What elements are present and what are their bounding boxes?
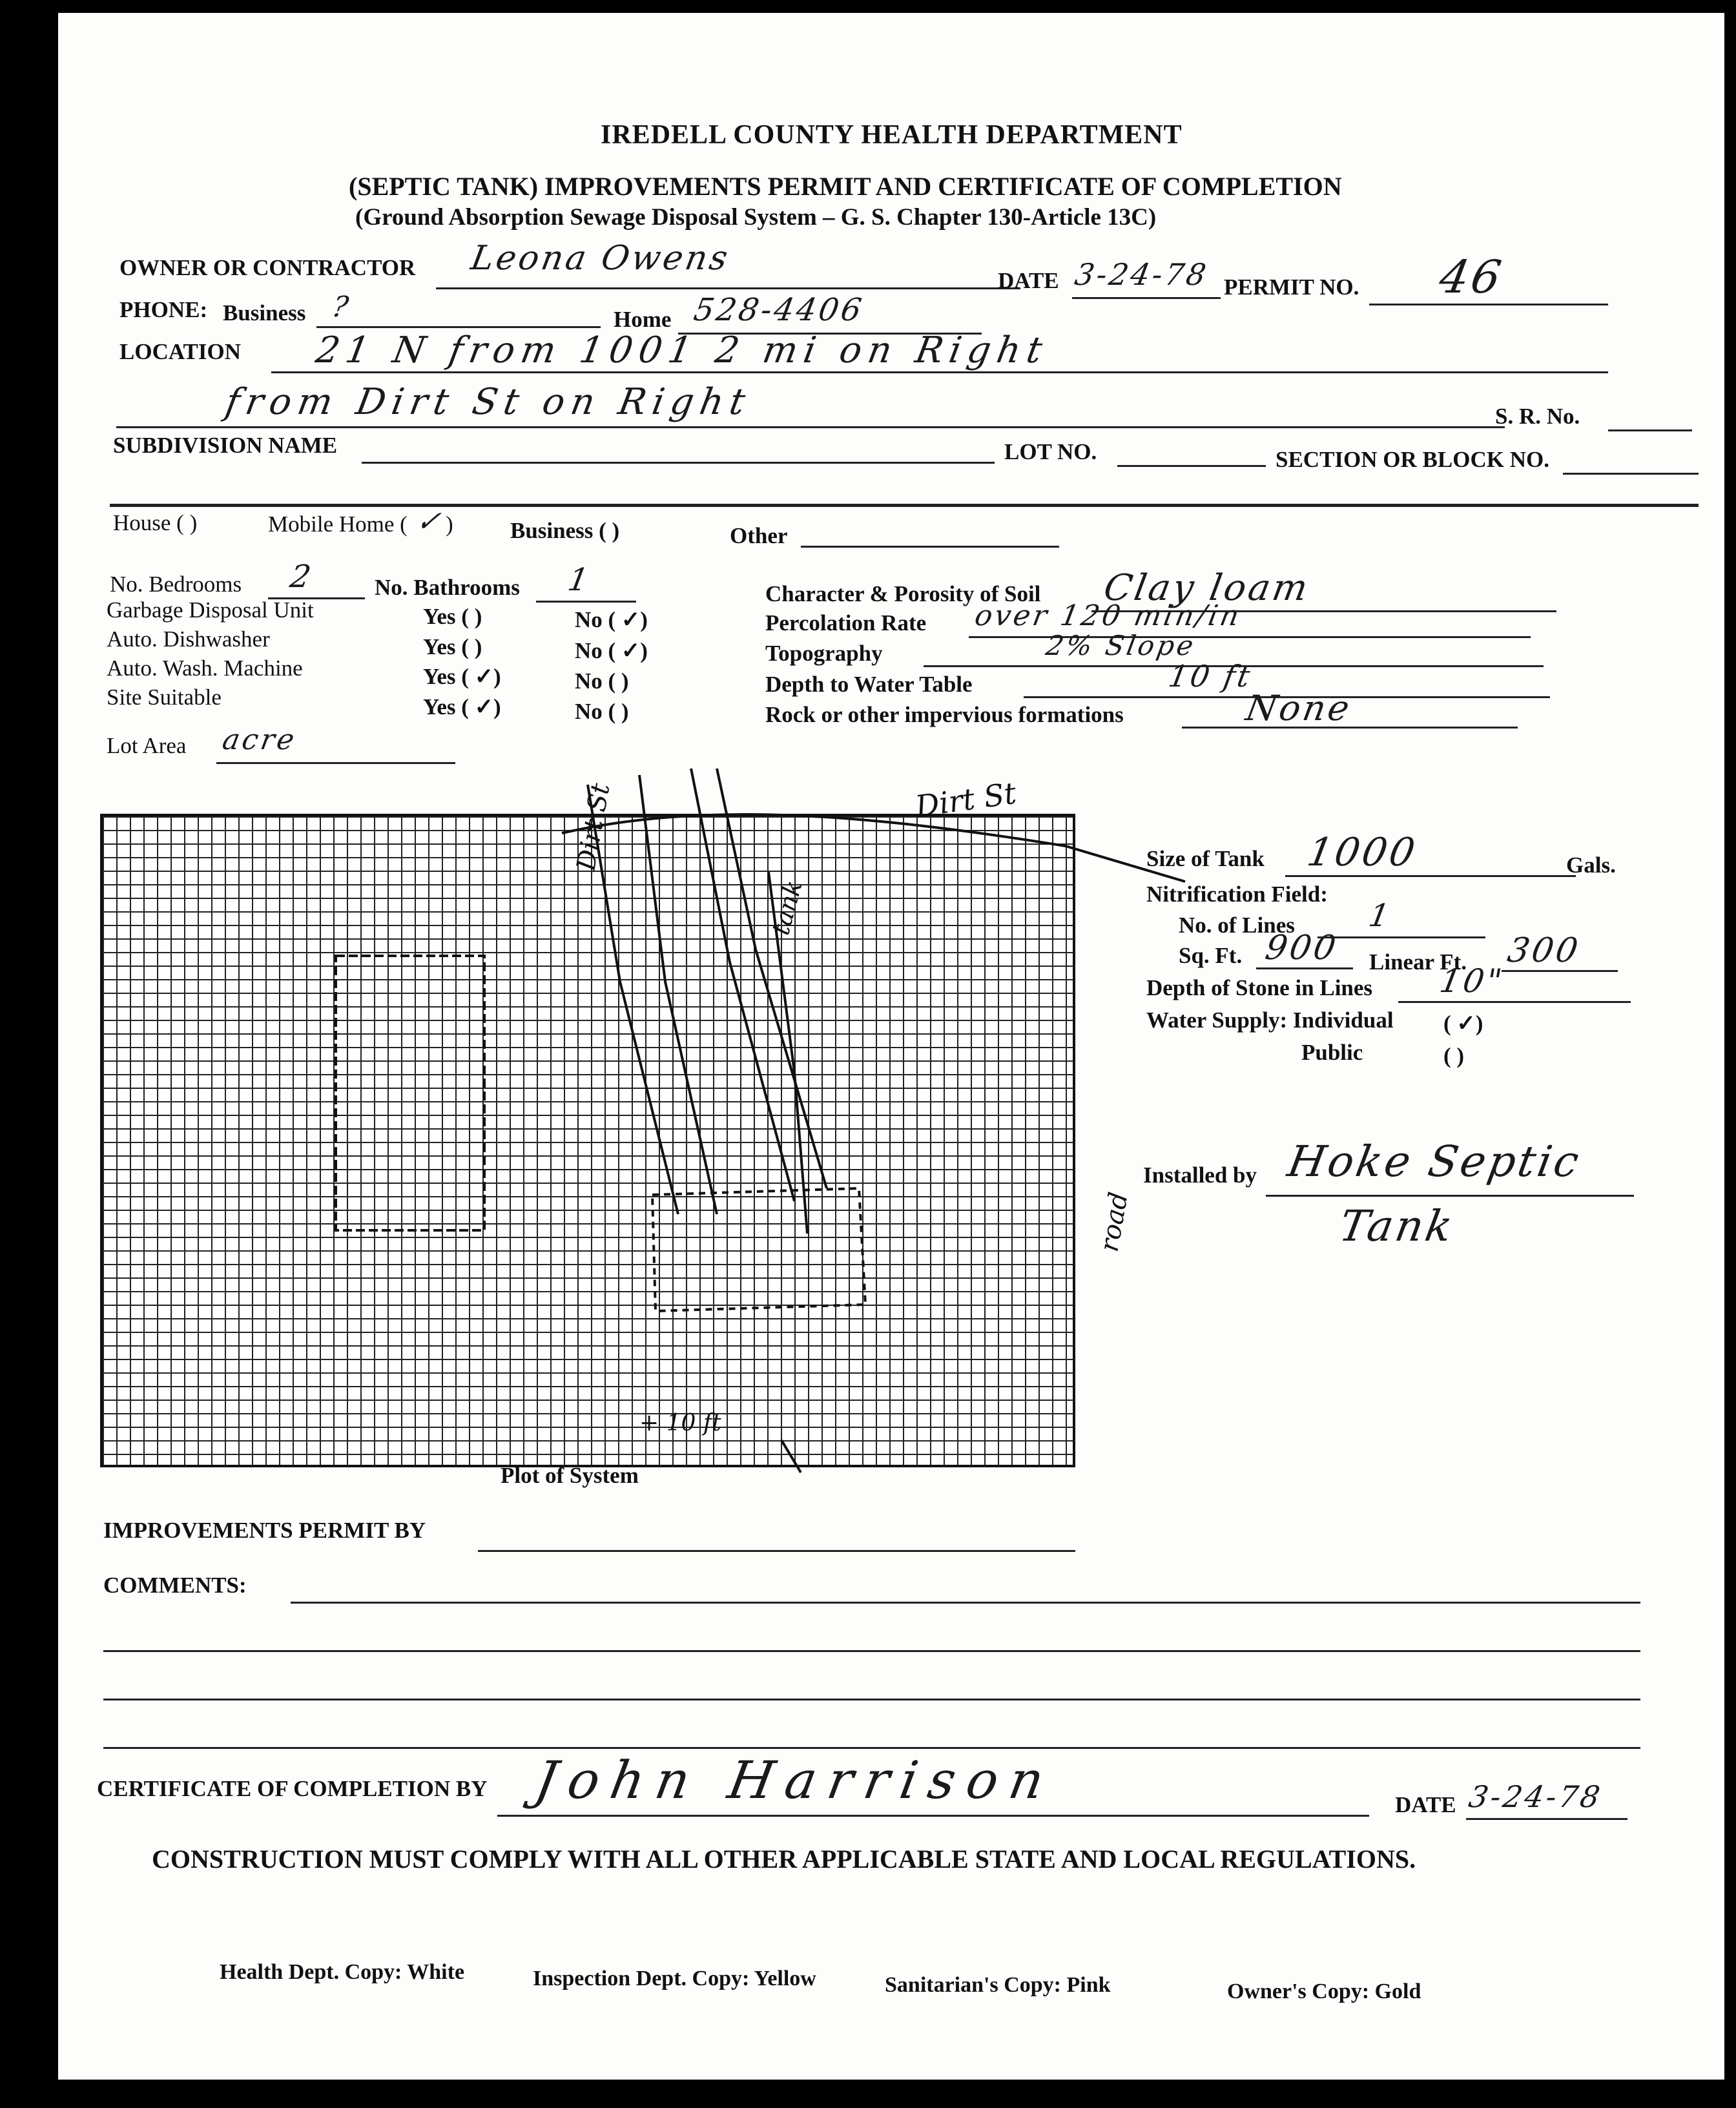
percolation-value: over 120 min/in bbox=[972, 599, 1245, 632]
site-suitable-yes: Yes ( ✓) bbox=[423, 694, 501, 719]
bedrooms-value: 2 bbox=[287, 559, 316, 595]
regulations-notice: CONSTRUCTION MUST COMPLY WITH ALL OTHER APPLICABLE STATE AND LOCAL REGULATIONS. bbox=[152, 1844, 1416, 1874]
owner-value: Leona Owens bbox=[468, 239, 734, 278]
plot-note-left: Dirt St bbox=[571, 781, 616, 873]
public-label: Public bbox=[1301, 1040, 1363, 1065]
installed-by-value-2: Tank bbox=[1336, 1201, 1459, 1251]
lot-area-label: Lot Area bbox=[107, 733, 187, 758]
wash-machine-no: No ( ) bbox=[575, 668, 629, 694]
home-phone-value: 528-4406 bbox=[691, 292, 867, 328]
gals-label: Gals. bbox=[1566, 852, 1616, 878]
subdivision-label: SUBDIVISION NAME bbox=[113, 433, 338, 458]
wash-machine-yes: Yes ( ✓) bbox=[423, 664, 501, 689]
improvements-permit-label: IMPROVEMENTS PERMIT BY bbox=[103, 1518, 426, 1543]
completion-date-label: DATE bbox=[1395, 1792, 1456, 1817]
linear-ft-value: 300 bbox=[1504, 931, 1584, 970]
garbage-no: No ( ✓) bbox=[575, 607, 648, 632]
certificate-signature: John Harrison bbox=[530, 1750, 1060, 1810]
soil-character-value: Clay loam bbox=[1100, 567, 1314, 609]
topography-label: Topography bbox=[765, 641, 883, 666]
soil-character-label: Character & Porosity of Soil bbox=[765, 581, 1041, 606]
lot-area-value: acre bbox=[220, 723, 300, 756]
water-table-value: 10 ft bbox=[1166, 659, 1256, 694]
installed-by-label: Installed by bbox=[1143, 1162, 1257, 1188]
copy-inspection-dept: Inspection Dept. Copy: Yellow bbox=[533, 1967, 816, 1990]
public-mark: ( ) bbox=[1443, 1043, 1465, 1068]
copy-health-dept: Health Dept. Copy: White bbox=[220, 1960, 465, 1984]
mobile-home-label: Mobile Home ( bbox=[268, 512, 408, 537]
linear-ft-label: Linear Ft. bbox=[1369, 949, 1467, 975]
plot-note-bottom: + 10 ft bbox=[639, 1410, 721, 1436]
form-subtitle: (Ground Absorption Sewage Disposal System – G. S. Chapter 130-Article 13C) bbox=[355, 204, 1157, 231]
sqft-value: 900 bbox=[1262, 929, 1341, 967]
tank-size-label: Size of Tank bbox=[1146, 846, 1265, 871]
rock-value: None bbox=[1243, 688, 1356, 728]
phone-label: PHONE: bbox=[119, 297, 208, 322]
business-phone-label: Business bbox=[223, 300, 306, 326]
comments-label: COMMENTS: bbox=[103, 1573, 247, 1598]
percolation-label: Percolation Rate bbox=[765, 610, 927, 636]
plot-note-mid: tank bbox=[766, 877, 808, 938]
completion-date-value: 3-24-78 bbox=[1466, 1779, 1606, 1814]
bedrooms-label: No. Bedrooms bbox=[110, 572, 242, 597]
tank-size-value: 1000 bbox=[1303, 830, 1421, 875]
section-block-label: SECTION OR BLOCK NO. bbox=[1276, 447, 1549, 472]
plot-note-right: road bbox=[1094, 1190, 1134, 1254]
water-supply-label: Water Supply: Individual bbox=[1146, 1008, 1394, 1033]
sr-no-label: S. R. No. bbox=[1495, 404, 1580, 429]
business-option: Business ( ) bbox=[510, 518, 620, 543]
other-option: Other bbox=[730, 523, 788, 548]
plot-road-label: Dirt St bbox=[913, 775, 1018, 824]
home-phone-label: Home bbox=[614, 307, 672, 332]
site-suitable-no: No ( ) bbox=[575, 699, 629, 724]
rock-label: Rock or other impervious formations bbox=[765, 702, 1124, 727]
lines-value: 1 bbox=[1366, 898, 1395, 934]
owner-label: OWNER OR CONTRACTOR bbox=[119, 255, 416, 280]
dishwasher-label: Auto. Dishwasher bbox=[107, 626, 270, 652]
copy-sanitarian: Sanitarian's Copy: Pink bbox=[885, 1973, 1111, 1997]
business-phone-value: ? bbox=[329, 291, 354, 324]
nitrification-label: Nitrification Field: bbox=[1146, 882, 1328, 907]
permit-value: 46 bbox=[1435, 251, 1508, 304]
mobile-home-mark: ✓ bbox=[413, 505, 446, 538]
stone-depth-label: Depth of Stone in Lines bbox=[1146, 975, 1373, 1000]
bathrooms-value: 1 bbox=[565, 562, 594, 598]
individual-mark: ( ✓) bbox=[1443, 1011, 1483, 1036]
dishwasher-no: No ( ✓) bbox=[575, 638, 648, 663]
installed-by-value-1: Hoke Septic bbox=[1284, 1137, 1586, 1186]
wash-machine-label: Auto. Wash. Machine bbox=[107, 656, 303, 681]
lines-label: No. of Lines bbox=[1179, 913, 1295, 938]
certificate-label: CERTIFICATE OF COMPLETION BY bbox=[97, 1776, 488, 1801]
dishwasher-yes: Yes ( ) bbox=[423, 634, 482, 659]
house-option: House ( ) bbox=[113, 510, 198, 535]
site-suitable-label: Site Suitable bbox=[107, 685, 222, 710]
sqft-label: Sq. Ft. bbox=[1179, 943, 1243, 968]
plot-caption: Plot of System bbox=[501, 1463, 639, 1488]
bathrooms-label: No. Bathrooms bbox=[375, 575, 520, 600]
location-label: LOCATION bbox=[119, 339, 241, 364]
garbage-label: Garbage Disposal Unit bbox=[107, 597, 314, 623]
mobile-home-close: ) bbox=[446, 512, 453, 537]
lot-no-label: LOT NO. bbox=[1004, 439, 1097, 464]
location-line-2: from Dirt St on Right bbox=[222, 381, 755, 423]
date-value: 3-24-78 bbox=[1072, 257, 1212, 292]
permit-label: PERMIT NO. bbox=[1224, 274, 1359, 300]
garbage-yes: Yes ( ) bbox=[423, 604, 482, 629]
stone-depth-value: 10" bbox=[1436, 962, 1507, 1000]
permit-form bbox=[58, 13, 1724, 2080]
copy-owner: Owner's Copy: Gold bbox=[1227, 1979, 1421, 2003]
topography-value: 2% Slope bbox=[1043, 630, 1199, 661]
location-line-1: 21 N from 1001 2 mi on Right bbox=[313, 329, 1052, 371]
date-label: DATE bbox=[998, 268, 1059, 293]
form-title: (SEPTIC TANK) IMPROVEMENTS PERMIT AND CERTIFICATE OF COMPLETION bbox=[349, 172, 1342, 201]
water-table-label: Depth to Water Table bbox=[765, 672, 973, 697]
department-title: IREDELL COUNTY HEALTH DEPARTMENT bbox=[601, 120, 1183, 150]
